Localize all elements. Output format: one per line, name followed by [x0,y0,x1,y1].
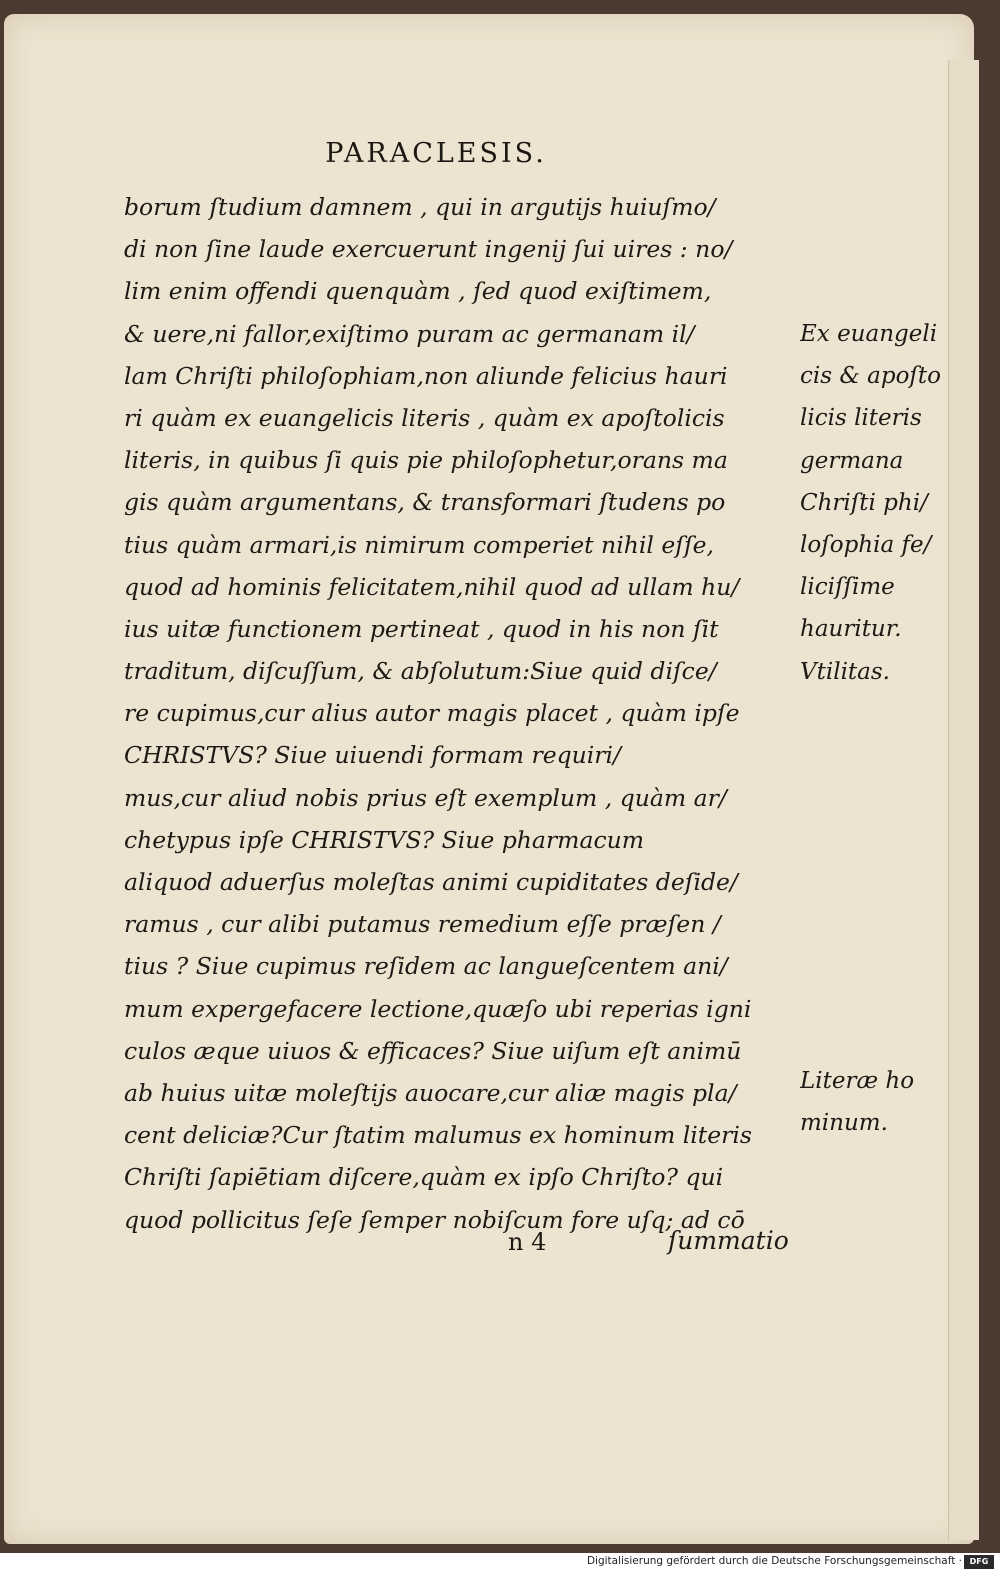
margin-note-line: hauritur. [800,616,902,643]
text-line: & uere,ni fallor,exiſtimo puram ac germanam il/ [124,319,695,348]
text-line: quod ad hominis felicitatem,nihil quod ad ullam hu/ [124,572,740,601]
text-line: ius uitæ functionem pertineat , quod in his non ſit [124,614,719,643]
text-line: di non ſine laude exercuerunt ingenij ſui uires : no/ [124,235,733,264]
text-line: borum ſtudium damnem , qui in argutijs huiuſmo/ [124,193,716,221]
margin-note-3 [800,1060,960,1144]
margin-note-line: loſophia fe/ [800,531,932,558]
text-line: traditum, diſcuſſum, & abſolutum:Siue quid diſce/ [124,657,717,686]
digitization-credit: Digitalisierung gefördert durch die Deutsche Forschungsgemeinschaft · [586,1555,962,1567]
text-line: literis, in quibus ſi quis pie philoſophetur,orans ma [124,446,728,475]
text-line: ramus , cur alibi putamus remedium eſſe præſen / [124,910,721,939]
text-line: chetypus ipſe CHRISTVS? Siue pharmacum [124,825,645,854]
dfg-logo: DFG [964,1555,994,1569]
body-text [124,186,796,1241]
margin-note-line: germana [800,447,904,474]
margin-note-line: Vtilitas. [800,659,890,685]
text-line: culos æque uiuos & efficaces? Siue uiſum eſt animū [124,1036,742,1065]
text-line: lam Chriſti philoſophiam,non aliunde felicius hauri [124,361,728,390]
margin-note-line: Literæ ho [800,1068,915,1094]
text-line: mus,cur aliud nobis prius eſt exemplum , quàm ar/ [124,783,727,812]
text-line: cent deliciæ?Cur ſtatim malumus ex hominum literis [124,1121,752,1150]
margin-note-line: Ex euangeli [800,321,938,347]
text-line: quod pollicitus ſeſe ſemper nobiſcum fore uſq; ad cō [124,1205,745,1234]
signature-mark: n 4 [508,1228,547,1256]
margin-note-line: licis literis [800,405,922,432]
margin-note-1 [800,313,960,651]
text-line: gis quàm argumentans, & transformari ſtudens po [124,488,726,517]
running-header: PARACLESIS. [325,138,547,169]
text-line: aliquod aduerſus moleſtas animi cupiditates deſide/ [124,868,738,896]
page-edge [948,60,979,1540]
margin-note-2 [800,651,960,693]
margin-note-line: minum. [800,1110,888,1137]
text-line: Chriſti ſapiētiam diſcere,quàm ex ipſo Chriſto? qui [124,1163,724,1192]
text-line: ri quàm ex euangelicis literis , quàm ex apoſtolicis [124,403,725,432]
text-line: CHRISTVS? Siue uiuendi formam requiri/ [124,741,621,770]
margin-note-line: liciſſime [800,574,895,601]
margin-note-line: Chriſti phi/ [800,489,928,516]
margin-note-line: cis & apoſto [800,363,942,390]
text-line: lim enim offendi quenquàm , ſed quod exiſtimem, [124,277,712,306]
text-line: re cupimus,cur alius autor magis placet , quàm ipſe [124,699,740,728]
text-line: tius quàm armari,is nimirum comperiet nihil eſſe, [124,530,715,559]
text-line: tius ? Siue cupimus reſidem ac langueſcentem ani/ [124,952,728,981]
text-line: ab huius uitæ moleſtijs auocare,cur aliæ magis pla/ [124,1078,737,1107]
catchword: ſummatio [668,1226,789,1255]
text-line: mum expergefacere lectione,quæſo ubi reperias igni [124,994,752,1023]
